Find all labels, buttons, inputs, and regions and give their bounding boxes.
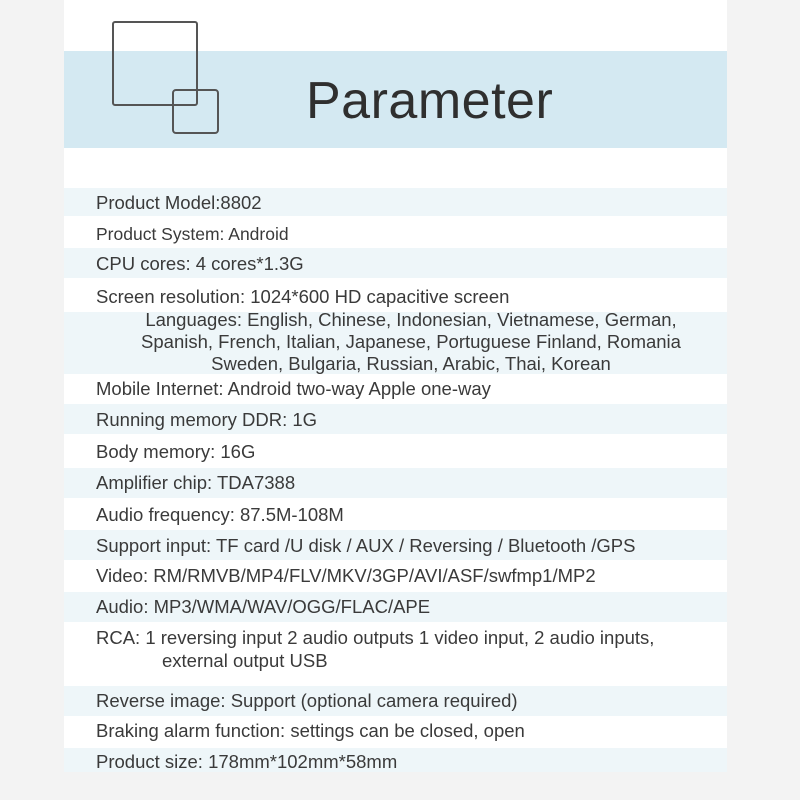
param-support-input: Support input: TF card /U disk / AUX / Reversing / Bluetooth /GPS bbox=[96, 535, 636, 556]
param-model: Product Model:8802 bbox=[96, 192, 262, 213]
param-video: Video: RM/RMVB/MP4/FLV/MKV/3GP/AVI/ASF/swfmp1/MP2 bbox=[96, 565, 596, 586]
param-audio-frequency: Audio frequency: 87.5M-108M bbox=[96, 504, 344, 525]
param-languages-line2: Spanish, French, Italian, Japanese, Portuguese Finland, Romania bbox=[141, 331, 681, 352]
param-cpu: CPU cores: 4 cores*1.3G bbox=[96, 253, 304, 274]
param-system: Product System: Android bbox=[96, 224, 289, 244]
param-braking-alarm: Braking alarm function: settings can be closed, open bbox=[96, 720, 525, 741]
param-audio: Audio: MP3/WMA/WAV/OGG/FLAC/APE bbox=[96, 596, 431, 617]
decorative-square-small bbox=[172, 89, 219, 134]
page-title: Parameter bbox=[306, 72, 554, 130]
param-rca-line2: external output USB bbox=[162, 650, 328, 671]
param-rca-line1: RCA: 1 reversing input 2 audio outputs 1 video input, 2 audio inputs, bbox=[96, 627, 655, 648]
param-screen: Screen resolution: 1024*600 HD capacitive screen bbox=[96, 286, 510, 307]
param-running-memory: Running memory DDR: 1G bbox=[96, 409, 318, 430]
param-mobile-internet: Mobile Internet: Android two-way Apple one-way bbox=[96, 378, 491, 399]
param-body-memory: Body memory: 16G bbox=[96, 441, 256, 462]
param-reverse-image: Reverse image: Support (optional camera required) bbox=[96, 690, 518, 711]
param-product-size: Product size: 178mm*102mm*58mm bbox=[96, 751, 398, 772]
param-amplifier-chip: Amplifier chip: TDA7388 bbox=[96, 472, 296, 493]
param-languages-line3: Sweden, Bulgaria, Russian, Arabic, Thai, Korean bbox=[211, 353, 611, 374]
param-languages-line1: Languages: English, Chinese, Indonesian, Vietnamese, German, bbox=[145, 309, 677, 330]
